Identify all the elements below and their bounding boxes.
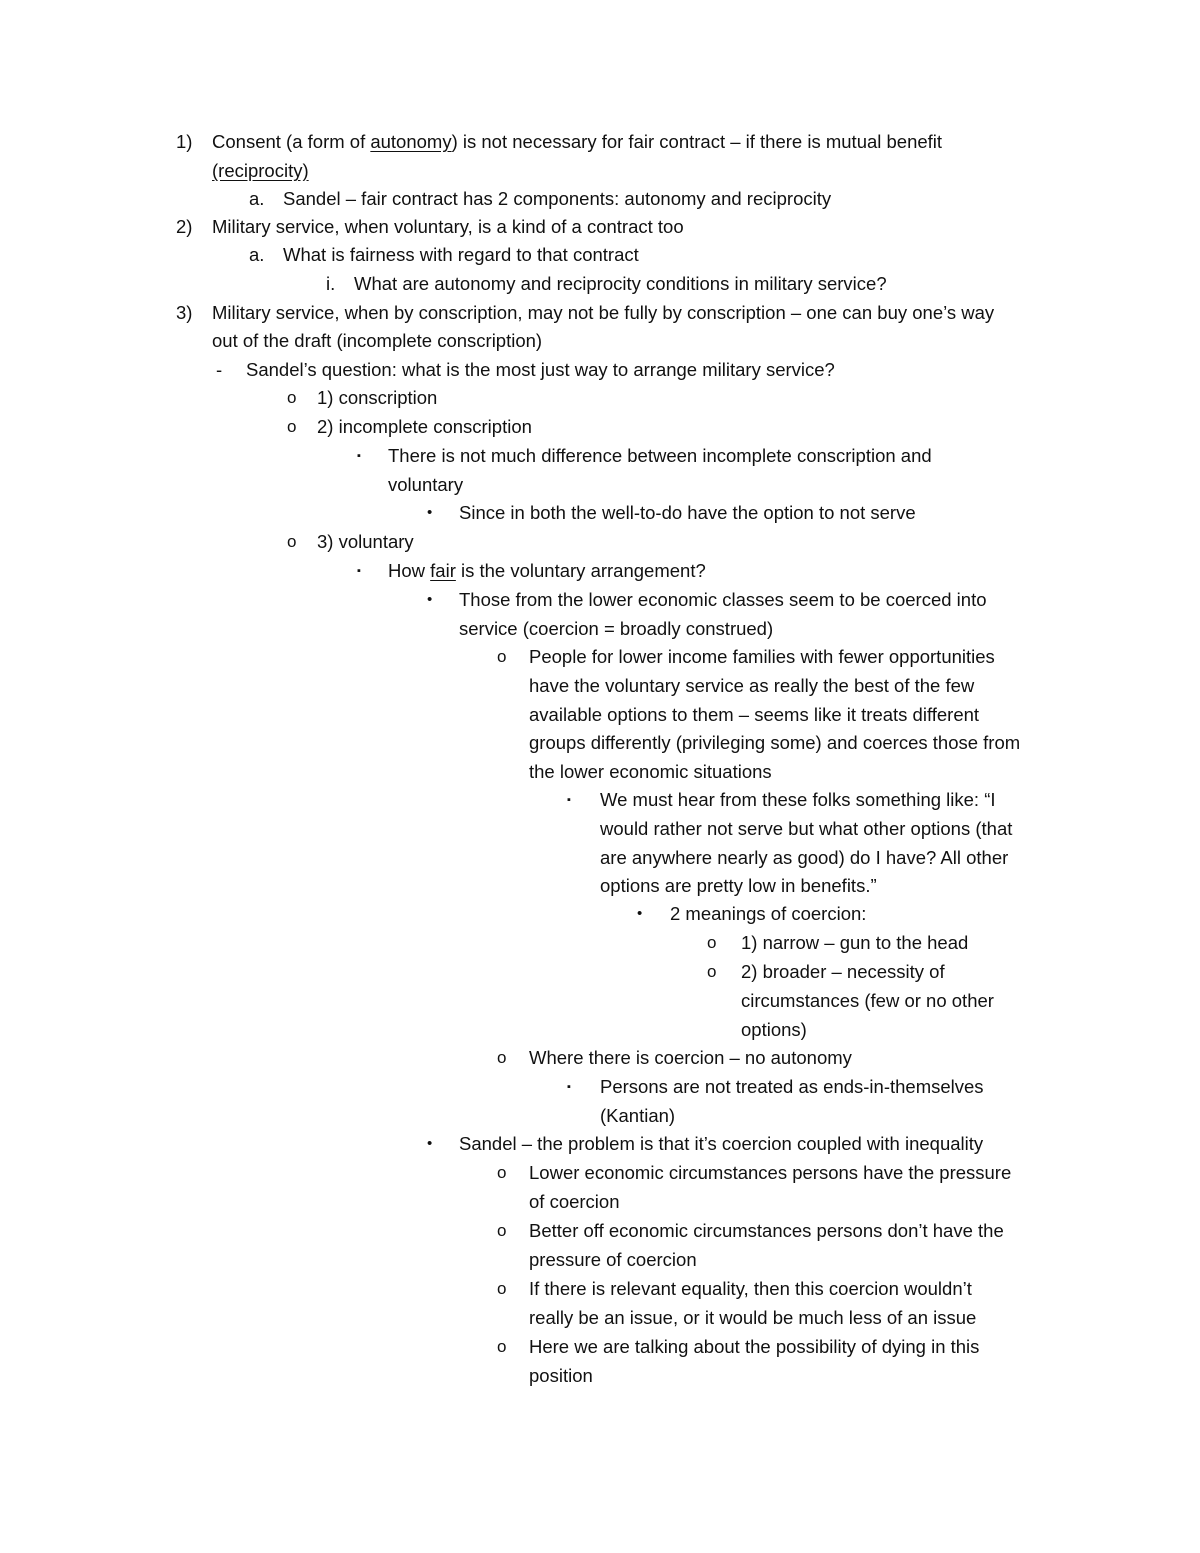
- line-text: Consent (a form of autonomy) is not necessary for fair contract – if there is mutual benefit: [212, 131, 943, 152]
- line-text: out of the draft (incomplete conscription): [212, 330, 543, 351]
- line-text: 2 meanings of coercion:: [670, 903, 867, 924]
- line-text: People for lower income families with fewer opportunities: [529, 646, 995, 667]
- line-text: Better off economic circumstances persons don’t have the: [529, 1220, 1004, 1241]
- list-marker: 2): [176, 216, 193, 237]
- list-marker: •: [427, 504, 433, 521]
- line-text: are anywhere nearly as good) do I have? All other: [600, 847, 1009, 868]
- underlined-term: autonomy: [370, 131, 452, 152]
- list-marker: o: [287, 388, 297, 407]
- line-text: really be an issue, or it would be much less of an issue: [529, 1307, 977, 1328]
- line-text: would rather not serve but what other options (that: [600, 818, 1013, 839]
- line-text: pressure of coercion: [529, 1249, 697, 1270]
- list-marker: ▪: [357, 565, 361, 577]
- line-text: voluntary: [388, 474, 464, 495]
- list-marker: •: [637, 905, 643, 922]
- line-text: Sandel’s question: what is the most just way to arrange military service?: [246, 359, 835, 380]
- line-text: the lower economic situations: [529, 761, 772, 782]
- list-marker: o: [497, 1163, 507, 1182]
- line-text: Sandel – the problem is that it’s coercion coupled with inequality: [459, 1133, 984, 1154]
- list-marker: i.: [326, 273, 336, 294]
- line-text: have the voluntary service as really the best of the few: [529, 675, 975, 696]
- line-text: [212, 157, 309, 185]
- list-marker: -: [216, 359, 223, 380]
- list-marker: a.: [249, 188, 265, 209]
- line-text: What are autonomy and reciprocity conditions in military service?: [354, 273, 887, 294]
- line-text: available options to them – seems like it treats different: [529, 704, 980, 725]
- line-text: There is not much difference between incomplete conscription and: [388, 445, 932, 466]
- list-marker: ▪: [357, 450, 361, 462]
- line-text: 3) voluntary: [317, 531, 414, 552]
- list-marker: •: [427, 591, 433, 608]
- line-text: position: [529, 1365, 593, 1386]
- line-text: Lower economic circumstances persons have the pressure: [529, 1162, 1012, 1183]
- list-marker: o: [287, 417, 297, 436]
- underlined-term: fair: [430, 560, 456, 581]
- line-text: Persons are not treated as ends-in-themselves: [600, 1076, 984, 1097]
- line-text: Where there is coercion – no autonomy: [529, 1047, 852, 1068]
- list-marker: ▪: [567, 794, 571, 806]
- line-text: circumstances (few or no other: [741, 990, 994, 1011]
- list-marker: o: [707, 962, 717, 981]
- list-marker: o: [497, 1337, 507, 1356]
- line-text: 1) conscription: [317, 387, 438, 408]
- list-marker: o: [497, 647, 507, 666]
- line-text: Here we are talking about the possibility of dying in this: [529, 1336, 980, 1357]
- list-marker: o: [497, 1048, 507, 1067]
- line-text: 1) narrow – gun to the head: [741, 932, 969, 953]
- line-text: options are pretty low in benefits.”: [600, 875, 877, 896]
- list-marker: •: [427, 1135, 433, 1152]
- list-marker: o: [287, 532, 297, 551]
- line-text: options): [741, 1019, 807, 1040]
- underlined-term: (reciprocity): [212, 160, 309, 181]
- line-text: Military service, when by conscription, may not be fully by conscription – one can buy one’s way: [212, 302, 995, 323]
- list-marker: 3): [176, 302, 193, 323]
- line-text: Those from the lower economic classes seem to be coerced into: [459, 589, 987, 610]
- line-text: 2) incomplete conscription: [317, 416, 532, 437]
- list-marker: a.: [249, 244, 265, 265]
- line-text: How fair is the voluntary arrangement?: [388, 560, 706, 581]
- list-marker: 1): [176, 131, 193, 152]
- line-text: groups differently (privileging some) and coerces those from: [529, 732, 1021, 753]
- list-marker: o: [497, 1279, 507, 1298]
- list-marker: o: [707, 933, 717, 952]
- line-text: service (coercion = broadly construed): [459, 618, 774, 639]
- line-text: 2) broader – necessity of: [741, 961, 945, 982]
- line-text: of coercion: [529, 1191, 620, 1212]
- line-text: Military service, when voluntary, is a kind of a contract too: [212, 216, 684, 237]
- list-marker: o: [497, 1221, 507, 1240]
- list-marker: ▪: [567, 1081, 571, 1093]
- line-text: (Kantian): [600, 1105, 676, 1126]
- line-text: What is fairness with regard to that contract: [283, 244, 639, 265]
- line-text: If there is relevant equality, then this coercion wouldn’t: [529, 1278, 972, 1299]
- line-text: Since in both the well-to-do have the option to not serve: [459, 502, 916, 523]
- line-text: We must hear from these folks something like: “I: [600, 789, 996, 810]
- line-text: Sandel – fair contract has 2 components: autonomy and reciprocity: [283, 188, 832, 209]
